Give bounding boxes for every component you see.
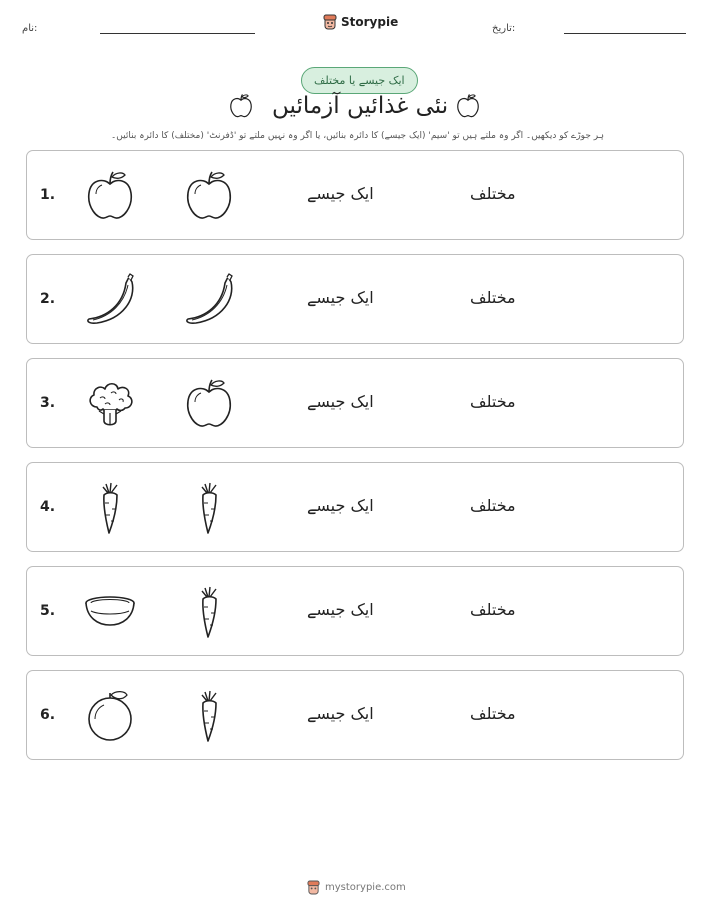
storypie-mascot-icon bbox=[307, 880, 320, 895]
brand-logo bbox=[323, 14, 398, 30]
option-same[interactable]: ایک جیسے bbox=[307, 392, 374, 411]
option-different[interactable]: مختلف bbox=[470, 184, 516, 203]
banana-icon bbox=[182, 273, 236, 327]
name-label: نام: bbox=[22, 23, 38, 34]
carrot-icon bbox=[182, 689, 236, 743]
question-number: 1. bbox=[40, 187, 56, 203]
option-different[interactable]: مختلف bbox=[470, 288, 516, 307]
brand-name: Storypie bbox=[341, 15, 399, 29]
storypie-mascot-icon bbox=[323, 14, 337, 30]
page-title: نئی غذائیں آزمائیں bbox=[272, 93, 449, 119]
question-number: 3. bbox=[40, 395, 56, 411]
footer bbox=[307, 880, 406, 895]
name-line[interactable] bbox=[100, 33, 255, 34]
question-row-1 bbox=[26, 150, 684, 240]
carrot-icon bbox=[182, 585, 236, 639]
question-row-4 bbox=[26, 462, 684, 552]
question-number: 4. bbox=[40, 499, 56, 515]
worksheet-type-badge: ایک جیسے یا مختلف bbox=[301, 67, 418, 94]
date-line[interactable] bbox=[564, 33, 686, 34]
question-row-2 bbox=[26, 254, 684, 344]
option-different[interactable]: مختلف bbox=[470, 496, 516, 515]
instructions: ہر جوڑے کو دیکھیں۔ اگر وہ ملتے ہیں تو 'سیم' (ایک جیسے) کا دائرہ بنائیں، یا اگر وہ نہیں ملتے تو 'ڈفرنٹ' (مختلف) کا دائرہ بنائیں۔ bbox=[111, 131, 604, 141]
option-same[interactable]: ایک جیسے bbox=[307, 496, 374, 515]
apple-icon bbox=[182, 169, 236, 223]
carrot-icon bbox=[182, 481, 236, 535]
option-different[interactable]: مختلف bbox=[470, 704, 516, 723]
title-apple-icon-left bbox=[228, 92, 254, 124]
carrot-icon bbox=[83, 481, 137, 535]
option-same[interactable]: ایک جیسے bbox=[307, 704, 374, 723]
bowl-icon bbox=[83, 585, 137, 639]
question-row-5 bbox=[26, 566, 684, 656]
broccoli-icon bbox=[83, 377, 137, 431]
apple-icon bbox=[182, 377, 236, 431]
question-number: 6. bbox=[40, 707, 56, 723]
footer-url[interactable]: mystorypie.com bbox=[325, 882, 406, 893]
banana-icon bbox=[83, 273, 137, 327]
date-label: تاریخ: bbox=[492, 23, 516, 34]
question-row-6 bbox=[26, 670, 684, 760]
option-same[interactable]: ایک جیسے bbox=[307, 288, 374, 307]
question-row-3 bbox=[26, 358, 684, 448]
option-same[interactable]: ایک جیسے bbox=[307, 600, 374, 619]
question-number: 5. bbox=[40, 603, 56, 619]
option-same[interactable]: ایک جیسے bbox=[307, 184, 374, 203]
apple-icon bbox=[83, 169, 137, 223]
option-different[interactable]: مختلف bbox=[470, 600, 516, 619]
orange-icon bbox=[83, 689, 137, 743]
title-apple-icon-right bbox=[455, 92, 481, 124]
option-different[interactable]: مختلف bbox=[470, 392, 516, 411]
question-number: 2. bbox=[40, 291, 56, 307]
